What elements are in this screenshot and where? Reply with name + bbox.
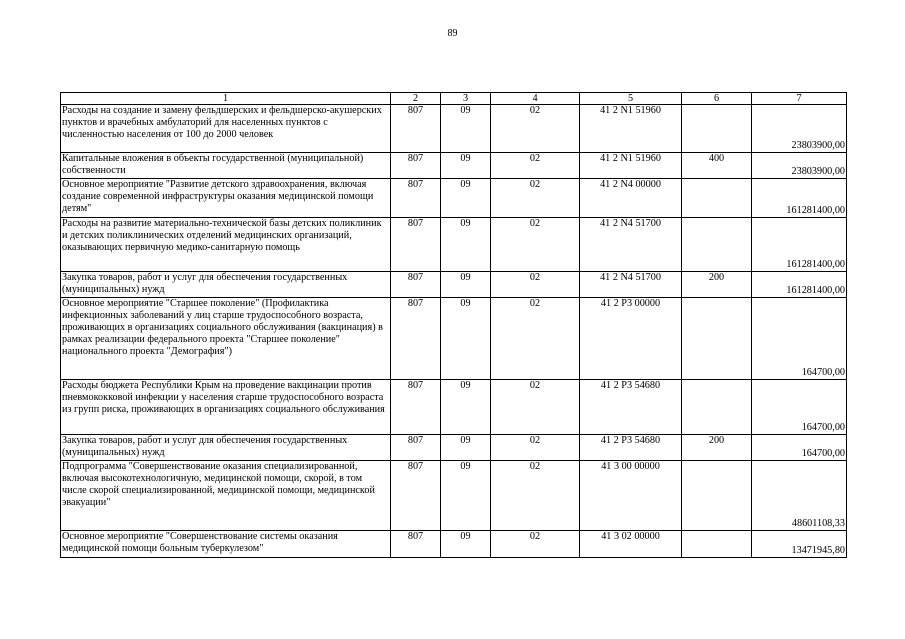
row-vr [682,105,752,153]
row-name: Закупка товаров, работ и услуг для обеспечения государственных (муниципальных) нужд [61,435,391,461]
row-amount: 23803900,00 [752,105,847,153]
table-row [61,272,847,298]
row-grbs: 807 [391,153,441,179]
row-subsection: 02 [491,298,580,380]
table-row [61,435,847,461]
row-vr [682,531,752,558]
row-name: Расходы на развитие материально-технической базы детских поликлиник и детских поликлинических отделений медицинских организаций, оказывающих первичную медико-санитарную помощь [61,218,391,272]
row-vr: 200 [682,435,752,461]
table-row [61,531,847,558]
row-section: 09 [441,153,491,179]
row-vr: 200 [682,272,752,298]
row-subsection: 02 [491,435,580,461]
row-target: 41 3 00 00000 [580,461,682,531]
row-grbs: 807 [391,105,441,153]
row-target: 41 2 N1 51960 [580,153,682,179]
row-amount: 164700,00 [752,435,847,461]
row-subsection: 02 [491,380,580,435]
row-amount: 13471945,80 [752,531,847,558]
row-subsection: 02 [491,153,580,179]
row-name: Расходы на создание и замену фельдшерских и фельдшерско-акушерских пунктов и врачебных амбулаторий для населенных пунктов с численностью населения от 100 до 2000 человек [61,105,391,153]
row-amount: 164700,00 [752,298,847,380]
header-cell-grbs: 2 [391,93,441,105]
table-row [61,218,847,272]
row-target: 41 2 N4 51700 [580,218,682,272]
row-vr [682,218,752,272]
row-vr [682,380,752,435]
row-grbs: 807 [391,272,441,298]
row-name: Закупка товаров, работ и услуг для обеспечения государственных (муниципальных) нужд [61,272,391,298]
row-grbs: 807 [391,179,441,218]
row-subsection: 02 [491,105,580,153]
row-name: Капитальные вложения в объекты государственной (муниципальной) собственности [61,153,391,179]
row-subsection: 02 [491,461,580,531]
budget-table [60,92,847,558]
header-cell-section: 3 [441,93,491,105]
row-grbs: 807 [391,435,441,461]
table-row [61,153,847,179]
table-row [61,380,847,435]
table-header-row [61,93,847,105]
row-amount: 164700,00 [752,380,847,435]
row-grbs: 807 [391,218,441,272]
row-grbs: 807 [391,380,441,435]
row-grbs: 807 [391,298,441,380]
row-vr [682,179,752,218]
row-amount: 48601108,33 [752,461,847,531]
header-cell-amount: 7 [752,93,847,105]
page-number: 89 [447,28,458,39]
row-name: Расходы бюджета Республики Крым на проведение вакцинации против пневмококковой инфекции у населения старше трудоспособного возраста из групп риска, проживающих в организациях социального обслуживания [61,380,391,435]
row-target: 41 2 P3 54680 [580,435,682,461]
row-section: 09 [441,531,491,558]
row-amount: 161281400,00 [752,218,847,272]
row-target: 41 2 N4 51700 [580,272,682,298]
row-subsection: 02 [491,531,580,558]
table-row [61,298,847,380]
row-amount: 161281400,00 [752,272,847,298]
table-row [61,461,847,531]
row-name: Основное мероприятие "Старшее поколение" (Профилактика инфекционных заболеваний у лиц старше трудоспособного возраста, проживающих в организациях социального обслуживания (вакцинация) в рамках реализации федерального проекта "Старшее поколение" национального проекта "Демография") [61,298,391,380]
header-cell-name: 1 [61,93,391,105]
row-vr: 400 [682,153,752,179]
row-target: 41 3 02 00000 [580,531,682,558]
row-target: 41 2 P3 54680 [580,380,682,435]
row-name: Основное мероприятие "Развитие детского здравоохранения, включая создание современной инфраструктуры оказания медицинской помощи детям" [61,179,391,218]
row-grbs: 807 [391,461,441,531]
table-row [61,179,847,218]
row-section: 09 [441,218,491,272]
table-row [61,105,847,153]
row-target: 41 2 N4 00000 [580,179,682,218]
row-target: 41 2 P3 00000 [580,298,682,380]
header-cell-target: 5 [580,93,682,105]
header-cell-vr: 6 [682,93,752,105]
row-section: 09 [441,272,491,298]
row-subsection: 02 [491,218,580,272]
row-name: Основное мероприятие "Совершенствование системы оказания медицинской помощи больным туберкулезом" [61,531,391,558]
row-section: 09 [441,105,491,153]
row-section: 09 [441,380,491,435]
row-grbs: 807 [391,531,441,558]
row-amount: 161281400,00 [752,179,847,218]
row-subsection: 02 [491,179,580,218]
row-subsection: 02 [491,272,580,298]
row-section: 09 [441,435,491,461]
row-section: 09 [441,298,491,380]
row-section: 09 [441,461,491,531]
header-cell-subsection: 4 [491,93,580,105]
row-target: 41 2 N1 51960 [580,105,682,153]
row-amount: 23803900,00 [752,153,847,179]
row-name: Подпрограмма "Совершенствование оказания специализированной, включая высокотехнологичную, медицинской помощи, скорой, в том числе скорой специализированной, медицинской помощи, медицинской эвакуации" [61,461,391,531]
row-section: 09 [441,179,491,218]
row-vr [682,298,752,380]
row-vr [682,461,752,531]
